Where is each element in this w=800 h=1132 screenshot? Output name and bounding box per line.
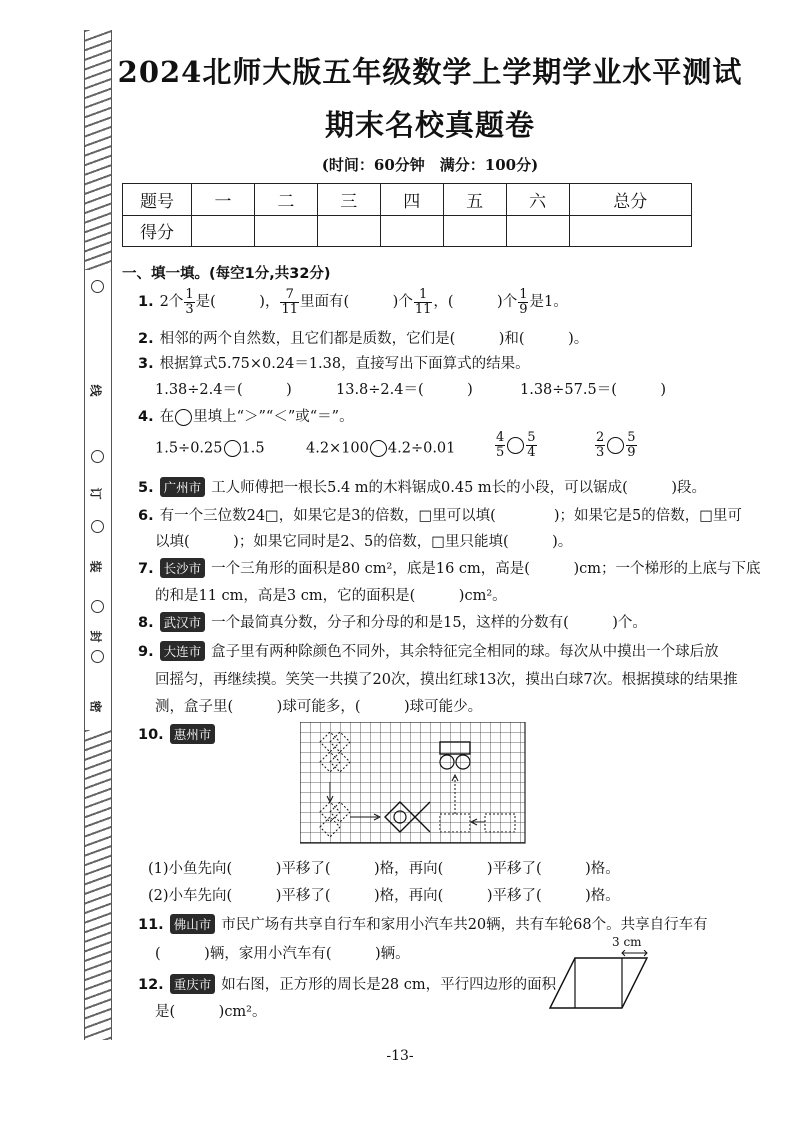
q3-item-a: 1.38÷2.4＝( ) <box>155 382 292 398</box>
binding-strip <box>84 30 112 1040</box>
question-11 <box>138 913 708 934</box>
city-badge: 重庆市 <box>170 974 216 994</box>
q1-text: 是1。 <box>529 294 568 311</box>
fraction: $\frac{2}{3}$ <box>596 430 605 460</box>
question-4 <box>138 405 354 426</box>
city-badge: 佛山市 <box>170 914 216 934</box>
question-8 <box>138 611 647 632</box>
q4-a-right: 1.5 <box>241 440 265 457</box>
square-parallelogram-figure <box>545 950 655 1012</box>
score-table-score-row <box>123 215 692 247</box>
q4-item-d <box>594 431 638 459</box>
fraction: $\frac{4}{5}$ <box>496 430 505 460</box>
q5-text: 工人师傅把一根长5.4 m的木料锯成0.45 m长的小段，可以锯成( )段。 <box>211 480 706 496</box>
city-badge: 大连市 <box>160 641 206 661</box>
q4-a-left: 1.5÷0.25 <box>155 440 223 457</box>
binding-hole <box>91 450 104 463</box>
question-number: 12. <box>138 977 164 993</box>
q8-text: 一个最简真分数，分子和分母的和是15，这样的分数有( )个。 <box>211 615 647 631</box>
q9-line2: 回摇匀，再继续摸。笑笑一共摸了20次，摸出红球13次，摸出白球7次。根据摸球的结果推 <box>155 672 738 688</box>
compare-circle[interactable] <box>370 440 387 457</box>
question-number: 5. <box>138 480 154 496</box>
page-title: 2024北师大版五年级数学上学期学业水平测试 <box>117 55 743 89</box>
question-number: 1. <box>138 294 154 311</box>
q1-text: 里面有( )个 <box>300 294 413 311</box>
score-input-cell[interactable] <box>380 215 443 247</box>
question-number: 10. <box>138 727 164 743</box>
fraction: $\frac{5}{9}$ <box>627 430 636 460</box>
fraction: $\frac{1}{11}$ <box>414 287 432 317</box>
q11-line1: 市民广场有共享自行车和家用小汽车共20辆，共有车轮68个。共享自行车有 <box>221 917 708 933</box>
fraction: $\frac{1}{3}$ <box>185 287 194 317</box>
score-cell: 题号 <box>123 184 192 216</box>
city-badge: 广州市 <box>160 477 206 497</box>
q6-line2: 以填( )；如果它同时是2、5的倍数，□里只能填( )。 <box>155 534 573 550</box>
q3-text: 根据算式5.75×0.24＝1.38，直接写出下面算式的结果。 <box>159 356 530 372</box>
circle-icon <box>175 409 192 426</box>
translation-grid-figure <box>300 722 526 844</box>
city-badge: 武汉市 <box>160 612 206 632</box>
q4-item-b <box>306 440 455 457</box>
question-number: 9. <box>138 644 154 660</box>
score-cell: 三 <box>317 184 380 216</box>
question-2 <box>138 327 588 348</box>
q4-item-a <box>155 440 265 457</box>
compare-circle[interactable] <box>507 437 524 454</box>
fraction: $\frac{7}{11}$ <box>281 287 298 317</box>
q7-line1: 一个三角形的面积是80 cm²，底是16 cm，高是( )cm；一个梯形的上底与下底 <box>211 561 761 577</box>
score-input-cell[interactable] <box>192 215 255 247</box>
q1-text: 2个 <box>159 294 184 311</box>
q6-line1: 有一个三位数24□，如果它是3的倍数，□里可以填( )；如果它是5的倍数，□里可 <box>159 508 742 524</box>
score-input-cell[interactable] <box>569 215 691 247</box>
q11-line2: ( )辆，家用小汽车有( )辆。 <box>155 946 410 962</box>
fraction: $\frac{5}{4}$ <box>527 430 536 460</box>
question-9 <box>138 640 719 661</box>
city-badge: 惠州市 <box>170 724 216 744</box>
score-cell: 六 <box>506 184 569 216</box>
q2-text: 相邻的两个自然数，且它们都是质数，它们是( )和( )。 <box>159 331 589 347</box>
score-row-label: 得分 <box>123 215 192 247</box>
compare-circle[interactable] <box>224 440 241 457</box>
question-number: 4. <box>138 409 154 425</box>
q9-line1: 盒子里有两种除颜色不同外，其余特征完全相同的球。每次从中摸出一个球后放 <box>211 644 719 660</box>
question-number: 2. <box>138 331 154 347</box>
score-input-cell[interactable] <box>506 215 569 247</box>
question-10 <box>138 724 221 744</box>
q1-text: ，( )个 <box>433 294 518 311</box>
score-table-header-row <box>123 184 692 216</box>
score-input-cell[interactable] <box>443 215 506 247</box>
question-5 <box>138 476 706 497</box>
exam-meta: (时间：60分钟 满分：100分) <box>321 156 539 174</box>
score-cell: 总分 <box>569 184 691 216</box>
q3-item-b: 13.8÷2.4＝( ) <box>336 382 473 398</box>
q4-b-right: 4.2÷0.01 <box>387 440 456 457</box>
q12-line2: 是( )cm²。 <box>155 1004 267 1020</box>
q9-line3: 测，盒子里( )球可能多，( )球可能少。 <box>155 699 483 715</box>
question-number: 8. <box>138 615 154 631</box>
section-heading: 一、填一填。(每空1分,共32分) <box>122 266 331 282</box>
question-1 <box>138 288 568 316</box>
hatch-bottom <box>85 730 111 1040</box>
strip-label-mi: 密 <box>88 700 103 713</box>
question-number: 11. <box>138 917 164 933</box>
score-table <box>122 183 692 247</box>
q7-line2: 的和是11 cm，高是3 cm，它的面积是( )cm²。 <box>155 588 507 604</box>
binding-hole <box>91 520 104 533</box>
score-cell: 二 <box>254 184 317 216</box>
score-cell: 五 <box>443 184 506 216</box>
question-7 <box>138 557 760 578</box>
q12-line1: 如右图，正方形的周长是28 cm，平行四边形的面积 <box>221 977 557 993</box>
strip-label-xian: 线 <box>88 384 103 397</box>
score-input-cell[interactable] <box>317 215 380 247</box>
q4-item-c <box>494 431 538 459</box>
page-subtitle: 期末名校真题卷 <box>324 108 535 142</box>
question-number: 7. <box>138 561 154 577</box>
q4-text: 里填上“＞”“＜”或“＝”。 <box>193 409 354 425</box>
dimension-label: 3 cm <box>612 935 642 949</box>
score-cell: 四 <box>380 184 443 216</box>
q3-item-c: 1.38÷57.5＝( ) <box>520 382 667 398</box>
q4-b-left: 4.2×100 <box>306 440 369 457</box>
compare-circle[interactable] <box>607 437 624 454</box>
score-input-cell[interactable] <box>254 215 317 247</box>
strip-label-zhuang: 装 <box>88 560 103 573</box>
strip-label-ding: 订 <box>88 487 103 500</box>
score-cell: 一 <box>192 184 255 216</box>
city-badge: 长沙市 <box>160 558 206 578</box>
question-number: 3. <box>138 356 154 372</box>
page-number: -13- <box>386 1048 414 1064</box>
binding-hole <box>91 600 104 613</box>
question-3 <box>138 352 530 373</box>
hatch-top <box>85 30 111 270</box>
fraction: $\frac{1}{9}$ <box>519 287 528 317</box>
q4-text: 在 <box>159 409 175 425</box>
q10-sub1: (1)小鱼先向( )平移了( )格，再向( )平移了( )格。 <box>148 861 620 877</box>
question-6 <box>138 504 742 525</box>
strip-label-feng: 封 <box>88 630 103 643</box>
binding-hole <box>91 650 104 663</box>
binding-hole <box>91 280 104 293</box>
q1-text: 是( )， <box>195 294 280 311</box>
question-number: 6. <box>138 508 154 524</box>
q10-sub2: (2)小车先向( )平移了( )格，再向( )平移了( )格。 <box>148 888 620 904</box>
question-12 <box>138 973 556 994</box>
